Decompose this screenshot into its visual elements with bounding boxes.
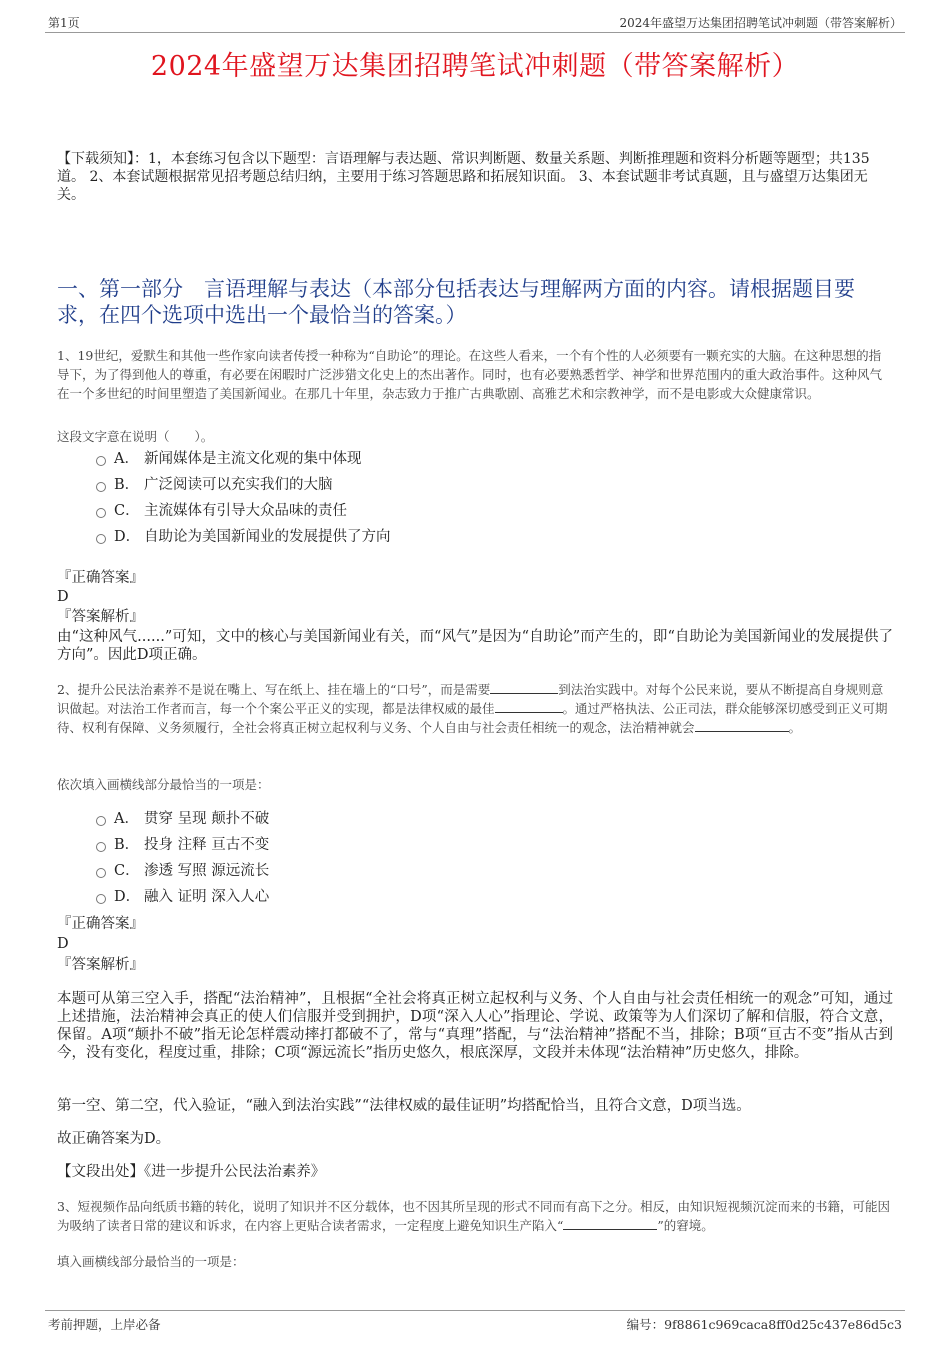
q1-option-b[interactable]: B． 广泛阅读可以充实我们的大脑	[96, 474, 333, 496]
q1-option-d[interactable]: D． 自助论为美国新闻业的发展提供了方向	[96, 526, 391, 548]
q1-analysis: 由“这种风气......”可知，文中的核心与美国新闻业有关，而“风气”是因为“自助论”而产生的，即“自助论为美国新闻业的发展提供了方向”。因此D项正确。	[57, 629, 893, 663]
footer-code: 编号：9f8861c969caca8ff0d25c437e86d5c3	[626, 1317, 902, 1332]
q2-option-a[interactable]: A． 贯穿 呈现 颠扑不破	[96, 808, 269, 830]
q1-answer-label: 『正确答案』	[57, 570, 144, 586]
q2-source: 【文段出处】《进一步提升公民法治素养》	[57, 1164, 326, 1180]
radio-icon[interactable]	[96, 482, 106, 492]
q2-analysis-label: 『答案解析』	[57, 957, 144, 973]
fill-blank	[563, 1217, 657, 1230]
question-2-stem: 2、提升公民法治素养不是说在嘴上、写在纸上、挂在墙上的“口号”，而是需要 到法治实践中。对每个公民来说，要从不断提高自身规则意识做起。对法治工作者而言，每一个个案公平正义的实现，都是法律权威的最佳 。通过严格执法、公正司法，群众能够深切感受到正义可期待、权利有保障、义务须履行，全社会将真正树立起权利与义务、个人自由与社会责任相统一的观念，法治精神就会 。	[57, 682, 888, 735]
radio-icon[interactable]	[96, 894, 106, 904]
q2-answer-label: 『正确答案』	[57, 916, 144, 932]
q1-option-a[interactable]: A． 新闻媒体是主流文化观的集中体现	[96, 448, 362, 470]
fill-blank	[490, 681, 558, 694]
page-footer	[45, 1310, 905, 1331]
q2-analysis-1: 本题可从第三空入手，搭配“法治精神”，且根据“全社会将真正树立起权利与义务、个人自由与社会责任相统一的观念”可知，通过上述措施，法治精神会真正的使人们信服并受到拥护，D项“深入人心”指理论、学说、政策等为人们深切了解和信服，符合文意，保留。A项“颠扑不破”指无论怎样震动摔打都破不了，常与“真理”搭配，与“法治精神”搭配不当，排除；B项“亘古不变”指从古到今，没有变化，程度过重，排除；C项“源远流长”指历史悠久，根底深厚，文段并未体现“法治精神”历史悠久，排除。	[57, 991, 893, 1061]
fill-blank	[495, 700, 563, 713]
fill-blank	[695, 719, 789, 732]
q2-option-c[interactable]: C． 渗透 写照 源远流长	[96, 860, 269, 882]
page-number: 第1页	[48, 16, 80, 30]
section-heading: 一、第一部分 言语理解与表达（本部分包括表达与理解两方面的内容。请根据题目要求，在四个选项中选出一个最恰当的答案。）	[57, 277, 855, 327]
question-1-prompt: 这段文字意在说明（ ）。	[57, 429, 214, 444]
question-3-stem: 3、短视频作品向纸质书籍的转化，说明了知识并不区分载体，也不因其所呈现的形式不同而有高下之分。相反，由知识短视频沉淀而来的书籍，可能因为吸纳了读者日常的建议和诉求，在内容上更贴合读者需求，一定程度上避免知识生产陷入“ ”的窘境。	[57, 1199, 890, 1233]
page-title: 2024年盛望万达集团招聘笔试冲刺题（带答案解析）	[150, 51, 800, 82]
radio-icon[interactable]	[96, 456, 106, 466]
footer-slogan: 考前押题，上岸必备	[48, 1317, 161, 1332]
q2-analysis-3: 故正确答案为D。	[57, 1131, 171, 1147]
question-2-prompt: 依次填入画横线部分最恰当的一项是：	[57, 777, 270, 792]
question-1-stem: 1、19世纪，爱默生和其他一些作家向读者传授一种称为“自助论”的理论。在这些人看来，一个有个性的人必须要有一颗充实的大脑。在这种思想的指导下，为了得到他人的尊重，有必要在闲暇时广泛涉猎文化史上的杰出著作。同时，也有必要熟悉哲学、神学和世界范围内的重大政治事件。这种风气在一个多世纪的时间里塑造了美国新闻业。在那几十年里，杂志致力于推广古典歌剧、高雅艺术和宗教神学，而不是电影或大众健康常识。	[57, 348, 883, 401]
q2-option-d[interactable]: D． 融入 证明 深入人心	[96, 886, 269, 908]
q1-option-c[interactable]: C． 主流媒体有引导大众品味的责任	[96, 500, 347, 522]
radio-icon[interactable]	[96, 842, 106, 852]
q1-analysis-label: 『答案解析』	[57, 609, 144, 625]
q2-answer: D	[57, 936, 69, 952]
radio-icon[interactable]	[96, 508, 106, 518]
radio-icon[interactable]	[96, 534, 106, 544]
download-notice: 【下载须知】：1，本套练习包含以下题型：言语理解与表达题、常识判断题、数量关系题、判断推理题和资料分析题等题型；共135道。 2、本套试题根据常见招考题总结归纳，主要用于练习答题思路和拓展知识面。 3、本套试题非考试真题，且与盛望万达集团无关。	[57, 151, 870, 203]
q2-analysis-2: 第一空、第二空，代入验证，“融入到法治实践”“法律权威的最佳证明”均搭配恰当，且符合文意，D项当选。	[57, 1098, 751, 1114]
radio-icon[interactable]	[96, 868, 106, 878]
question-3-prompt: 填入画横线部分最恰当的一项是：	[57, 1254, 245, 1269]
page-header	[45, 12, 905, 33]
q2-option-b[interactable]: B． 投身 注释 亘古不变	[96, 834, 269, 856]
header-doc-title: 2024年盛望万达集团招聘笔试冲刺题（带答案解析）	[619, 16, 902, 30]
radio-icon[interactable]	[96, 816, 106, 826]
q1-answer: D	[57, 589, 69, 605]
